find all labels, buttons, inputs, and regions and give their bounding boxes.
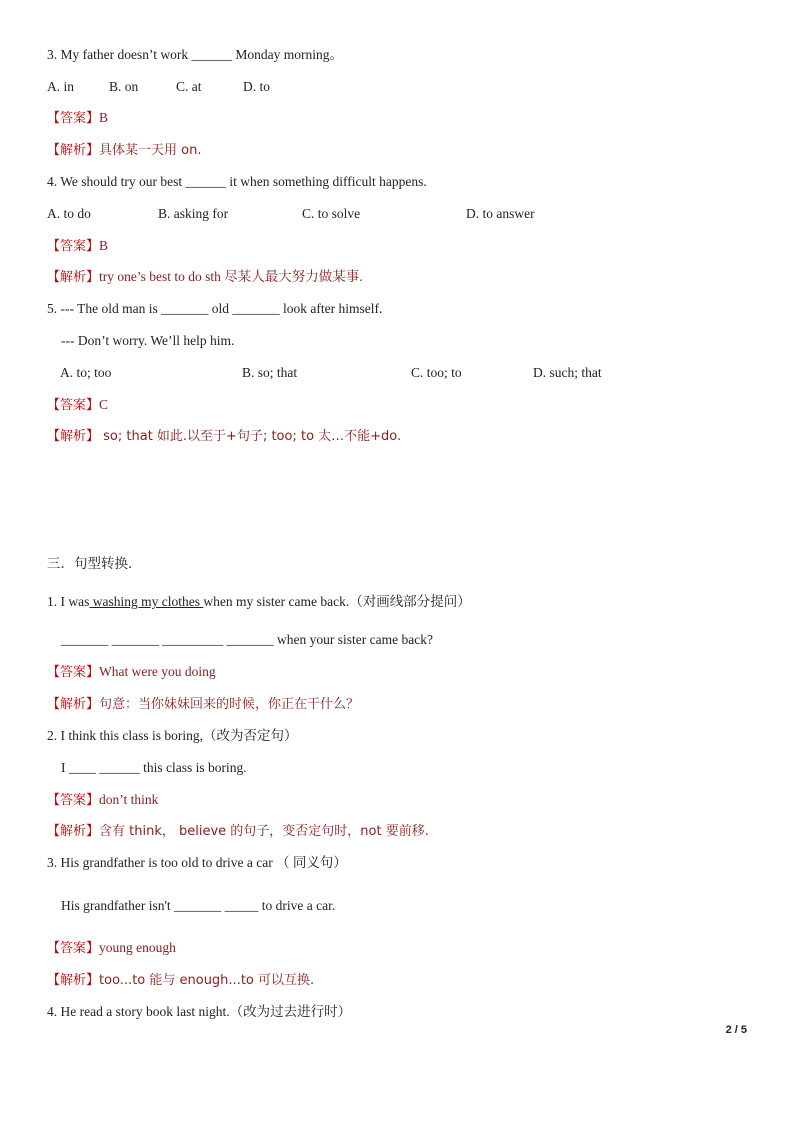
answer-label: 【答案】 (47, 941, 100, 956)
q5-option-c: C. too; to (411, 365, 462, 380)
answer-label: 【答案】 (47, 239, 100, 254)
q4-option-a: A. to do (47, 206, 91, 221)
t2-analysis-text: 含有 think， believe 的句子，变否定句时，not 要前移. (99, 824, 429, 839)
q3-option-a: A. in (47, 79, 74, 94)
q5-analysis-text: so; that 如此.以至于+句子; too; to 太…不能+do. (99, 429, 402, 444)
section-3-title: 三．句型转换. (47, 556, 133, 572)
analysis-label: 【解析】 (47, 143, 100, 158)
q3-answer-value: B (99, 110, 109, 125)
q4-option-b: B. asking for (158, 206, 229, 221)
analysis-label: 【解析】 (47, 973, 100, 988)
q3-option-b: B. on (109, 79, 139, 94)
q5-answer-value: C (99, 397, 109, 412)
q3-analysis-text: 具体某一天用 on. (99, 143, 202, 158)
q4-analysis-text: try one’s best to do sth 尽某人最大努力做某事. (99, 269, 363, 284)
q5-options (60, 364, 760, 382)
t1-blank-line: _______ _______ _________ _______ when your sister came back? (61, 632, 433, 647)
t1-answer (47, 663, 216, 682)
t1-stem-post: when my sister came back.（对画线部分提问） (203, 594, 471, 609)
t2-stem: 2. I think this class is boring,（改为否定句） (47, 728, 298, 743)
t1-analysis-text: 句意：当你妹妹回来的时候，你正在干什么？ (99, 697, 360, 712)
q5-stem: 5. --- The old man is _______ old _______ look after himself. (47, 301, 383, 316)
t1-stem-pre: 1. I was (47, 594, 90, 609)
q3-option-c: C. at (176, 79, 202, 94)
q4-option-d: D. to answer (466, 206, 535, 221)
t2-blank-line: I ____ ______ this class is boring. (61, 760, 247, 775)
analysis-label: 【解析】 (47, 697, 100, 712)
q4-analysis (47, 268, 363, 287)
q3-stem: 3. My father doesn’t work ______ Monday morning。 (47, 47, 343, 62)
t1-answer-value: What were you doing (99, 664, 216, 679)
t2-analysis (47, 822, 429, 841)
t2-answer-value: don’t think (99, 792, 159, 807)
q5-reply: --- Don’t worry. We’ll help him. (61, 333, 235, 348)
analysis-label: 【解析】 (47, 429, 100, 444)
q3-answer (47, 109, 108, 128)
q4-answer (47, 237, 108, 256)
t1-underlined-phrase: washing my clothes (89, 594, 204, 609)
q5-answer (47, 396, 108, 415)
q3-analysis (47, 141, 201, 160)
answer-label: 【答案】 (47, 793, 100, 808)
t2-answer (47, 791, 158, 810)
q5-option-b: B. so; that (242, 365, 298, 380)
t3-analysis-text: too...to 能与 enough...to 可以互换. (99, 973, 315, 988)
t4-stem: 4. He read a story book last night.（改为过去进行时） (47, 1004, 352, 1019)
q4-options (47, 205, 747, 223)
q4-answer-value: B (99, 238, 109, 253)
q3-option-d: D. to (243, 79, 270, 94)
analysis-label: 【解析】 (47, 824, 100, 839)
q4-stem: 4. We should try our best ______ it when something difficult happens. (47, 174, 427, 189)
t3-answer (47, 939, 176, 958)
t3-stem: 3. His grandfather is too old to drive a car （ 同义句） (47, 855, 347, 870)
t3-analysis (47, 971, 314, 990)
answer-label: 【答案】 (47, 665, 100, 680)
q5-option-d: D. such; that (533, 365, 602, 380)
q3-options (47, 78, 747, 96)
answer-label: 【答案】 (47, 398, 100, 413)
page-number: 2 / 5 (725, 1024, 747, 1036)
t1-stem (47, 593, 471, 611)
q4-option-c: C. to solve (302, 206, 361, 221)
analysis-label: 【解析】 (47, 270, 100, 285)
q5-option-a: A. to; too (60, 365, 112, 380)
answer-label: 【答案】 (47, 111, 100, 126)
q5-analysis (47, 427, 401, 446)
t3-answer-value: young enough (99, 940, 176, 955)
t3-blank-line: His grandfather isn't _______ _____ to drive a car. (61, 898, 336, 913)
t1-analysis (47, 695, 359, 714)
